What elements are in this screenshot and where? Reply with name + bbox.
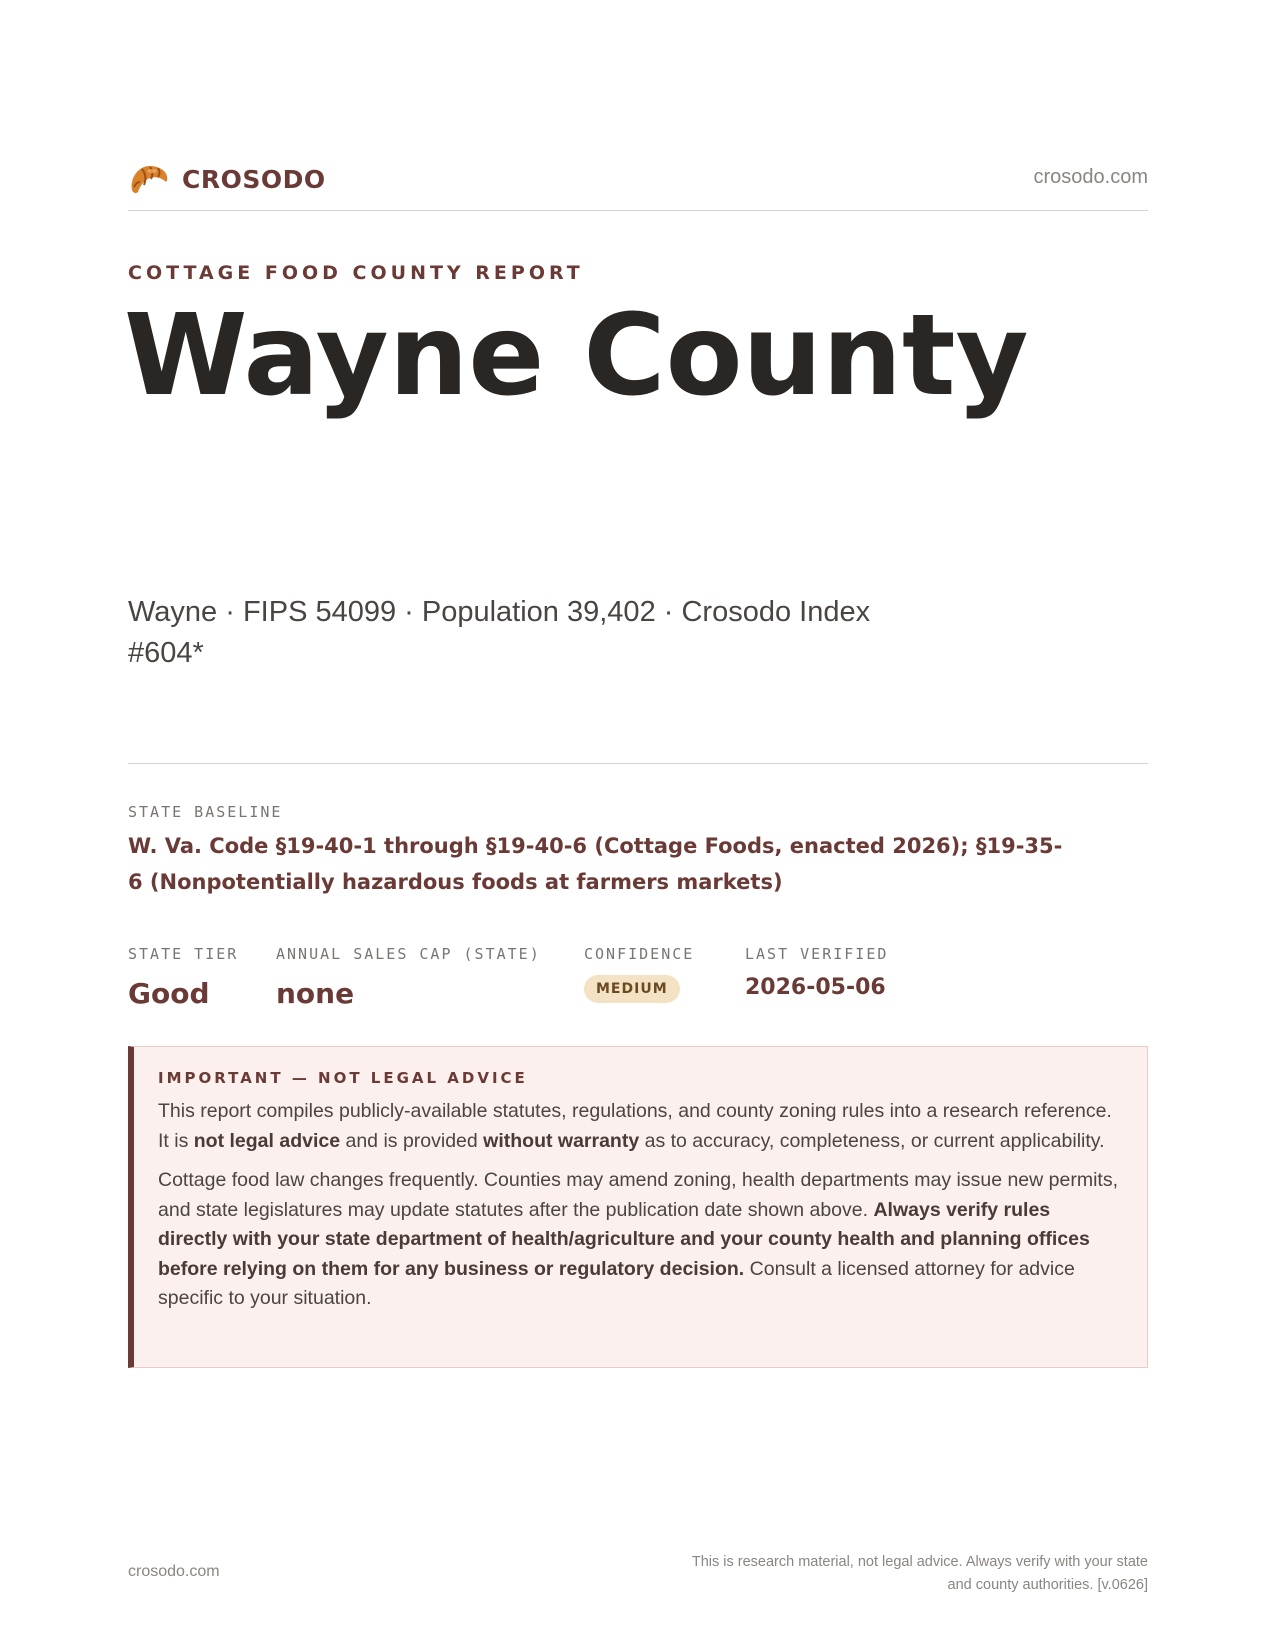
state-baseline-label: STATE BASELINE <box>128 803 283 821</box>
legal-notice <box>128 1046 1148 1368</box>
stat-value: 2026-05-06 <box>745 975 886 1000</box>
notice-text: Consult a licensed attorney for advice specific to your situation. <box>158 1257 1075 1309</box>
notice-title: IMPORTANT — NOT LEGAL ADVICE <box>158 1069 528 1087</box>
footer-disclaimer <box>588 1551 1148 1597</box>
stat-value: Good <box>128 977 210 1010</box>
stat-value: none <box>276 977 355 1010</box>
notice-paragraph-2 <box>158 1166 1123 1314</box>
footer-disclaimer-line: and county authorities. [v.0626] <box>947 1577 1148 1593</box>
croissant-icon <box>128 160 170 198</box>
footer-disclaimer-line: This is research material, not legal advice. Always verify with your state <box>691 1554 1148 1570</box>
brand-name: CROSODO <box>182 164 326 194</box>
site-url-link[interactable]: crosodo.com <box>1033 166 1148 188</box>
footer-url-link[interactable]: crosodo.com <box>128 1563 220 1580</box>
state-baseline-text: W. Va. Code §19-40-1 through §19-40-6 (Cottage Foods, enacted 2026); §19-35-6 (Nonpotentially hazardous foods at farmers markets) <box>128 834 1063 894</box>
stat-label: CONFIDENCE <box>584 945 695 963</box>
confidence-badge: MEDIUM <box>584 975 680 1003</box>
county-subtitle: Wayne · FIPS 54099 · Population 39,402 · Crosodo Index #604* <box>128 596 871 669</box>
stat-confidence <box>584 945 694 1003</box>
stat-label: ANNUAL SALES CAP (STATE) <box>276 945 541 963</box>
notice-emphasis: without warranty <box>483 1129 640 1152</box>
stat-state-tier <box>128 945 238 1010</box>
notice-emphasis: not legal advice <box>193 1129 341 1152</box>
notice-emphasis: Always verify rules directly with your state department of health/agriculture and your county health and planning offices before relying on them for any business or regulatory decision. <box>158 1198 1090 1280</box>
stat-label: STATE TIER <box>128 945 239 963</box>
county-title: Wayne County <box>124 291 1029 421</box>
brand <box>128 160 326 198</box>
stat-label: LAST VERIFIED <box>745 945 889 963</box>
notice-paragraph-1 <box>158 1097 1123 1156</box>
notice-text: and is provided <box>340 1129 484 1152</box>
notice-text: Cottage food law changes frequently. Counties may amend zoning, health departments may issue new permits, and state legislatures may update statutes after the publication date shown above. <box>158 1169 1118 1221</box>
report-eyebrow: COTTAGE FOOD COUNTY REPORT <box>128 262 584 284</box>
stats-row <box>128 945 1148 1015</box>
page-header <box>128 160 1148 211</box>
notice-text: This report compiles publicly-available statutes, regulations, and county zoning rules into a research reference. It is <box>158 1100 1112 1152</box>
notice-text: as to accuracy, completeness, or current applicability. <box>639 1129 1105 1152</box>
stat-last-verified <box>745 945 888 1000</box>
divider <box>128 763 1148 764</box>
stat-sales-cap <box>276 945 541 1010</box>
